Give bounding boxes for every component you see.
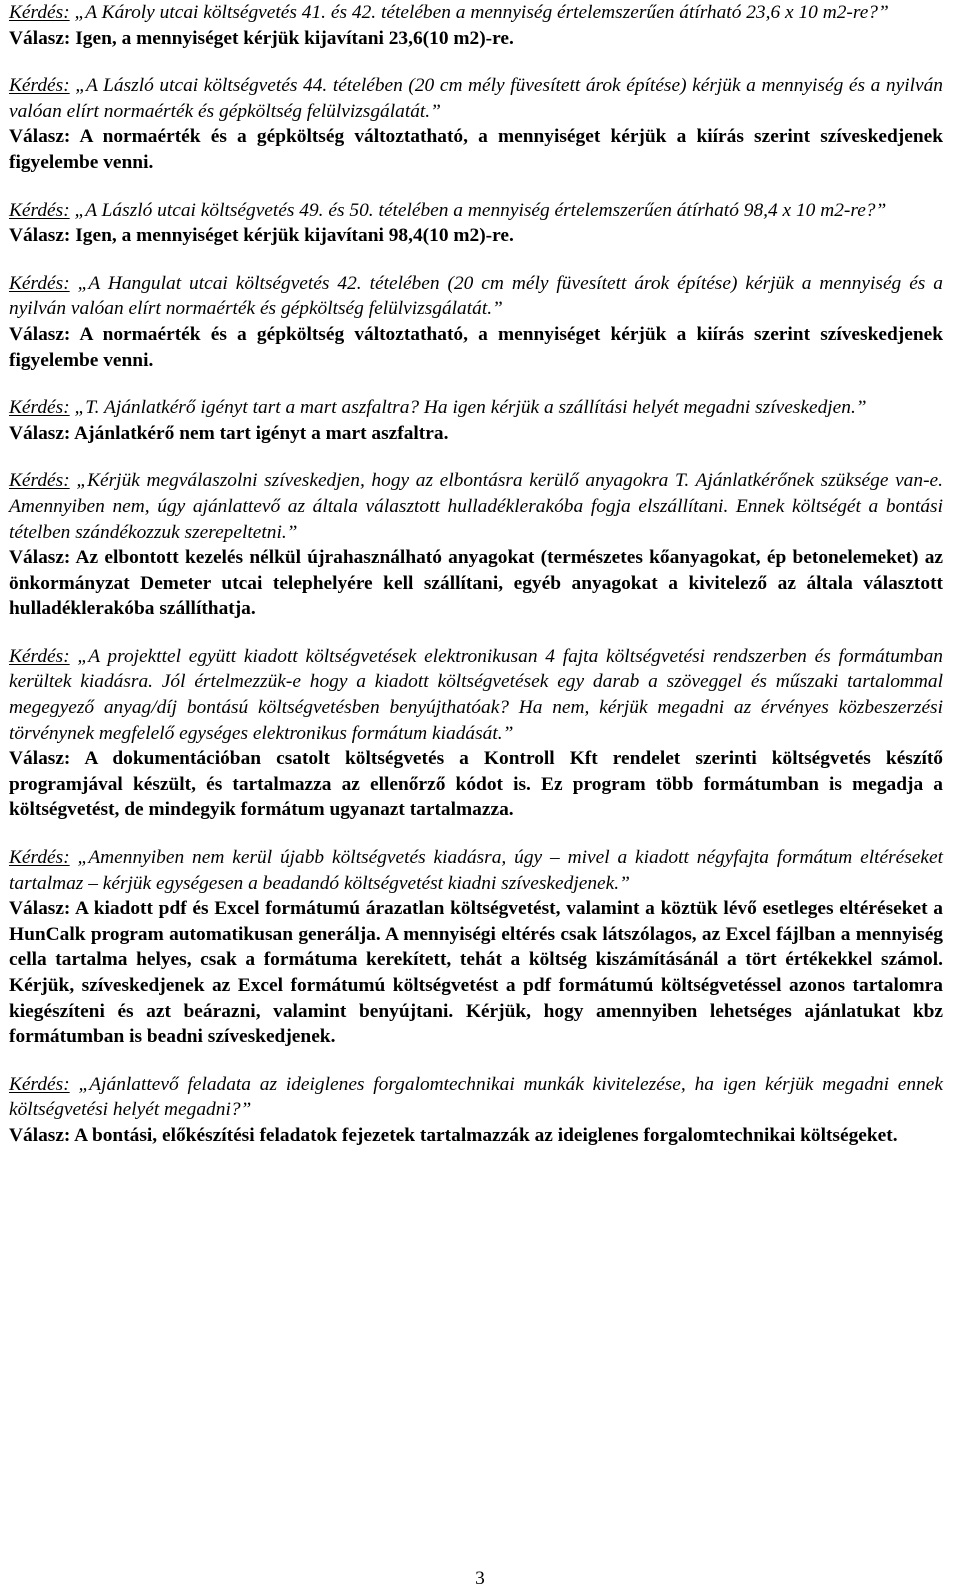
question-label: Kérdés: (9, 847, 70, 869)
answer: Válasz: A normaérték és a gépköltség változtatható, a mennyiséget kérjük a kiírás szerint szíveskedjenek figyelembe venni. (9, 126, 943, 173)
question (9, 1072, 943, 1123)
qa-block (9, 395, 943, 446)
question (9, 73, 943, 124)
question-text: „A László utcai költségvetés 49. és 50. tételében a mennyiség értelemszerűen átírható 98,4 x 10 m2-re?” (69, 199, 887, 221)
qa-block (9, 468, 943, 622)
question-text: „A Hangulat utcai költségvetés 42. tételében (20 cm mély füvesített árok építése) kérjük a mennyiség és a nyilván valóan elírt normaérték és gépköltség felülvizsgálatát.” (9, 272, 943, 320)
question (9, 845, 943, 896)
qa-block (9, 0, 943, 51)
question-label: Kérdés: (9, 272, 70, 294)
question-label: Kérdés: (9, 470, 70, 492)
question-text: „A projekttel együtt kiadott költségvetések elektronikusan 4 fajta költségvetési rendszerben és formátumban kerültek kiadásra. Jól értelmezzük-e hogy a kiadott költségvetések egy darab a szöveggel és műszaki tartalommal megegyező anyag/díj bontású költségvetésben benyújthatóak? Ha nem, kérjük megadni az érvényes közbeszerzési törvénynek megfelelő egységes elektronikus formátum kiadását.” (9, 645, 943, 744)
question-label: Kérdés: (9, 2, 70, 23)
document-page (9, 0, 943, 1171)
question-text: „A László utcai költségvetés 44. tételében (20 cm mély füvesített árok építése) kérjük a mennyiség és a nyilván valóan elírt normaérték és gépköltség felülvizsgálatát.” (9, 75, 943, 122)
question (9, 468, 943, 545)
answer: Válasz: Igen, a mennyiséget kérjük kijavítani 98,4(10 m2)-re. (9, 225, 514, 247)
answer: Válasz: A kiadott pdf és Excel formátumú árazatlan költségvetést, valamint a köztük lévő esetleges eltéréseket a HunCalk program automatikusan generálja. A mennyiségi eltérés csak látszólagos, az Excel fájlban a mennyiség cella tartalma helyes, csak a formátuma kerekített, tehát a költség kiszámításánál a tört értékekkel számol. Kérjük, szíveskedjenek az Excel formátumú költségvetést a pdf formátumú költségvetéssel azonos tartalomra kiegészíteni és azt beárazni, valamint benyújtani. Kérjük, hogy amennyiben lehetséges ajánlatukat kbz formátumban is beadni szíveskedjenek. (9, 898, 943, 1048)
question (9, 271, 943, 322)
question-text: „Amennyiben nem kerül újabb költségvetés kiadásra, úgy – mivel a kiadott négyfajta formátum eltéréseket tartalmaz – kérjük egységesen a beadandó költségvetést kiadni szíveskedjenek.” (9, 847, 943, 894)
question-text: „Ajánlattevő feladata az ideiglenes forgalomtechnikai munkák kivitelezése, ha igen kérjük megadni ennek költségvetési helyét megadni?” (9, 1073, 943, 1121)
question (9, 198, 943, 224)
question-text: „A Károly utcai költségvetés 41. és 42. tételében a mennyiség értelemszerűen átírható 23,6 x 10 m2-re?” (69, 2, 889, 23)
question-label: Kérdés: (9, 75, 70, 97)
question-label: Kérdés: (9, 397, 70, 419)
question (9, 395, 943, 421)
qa-block (9, 1072, 943, 1149)
qa-block (9, 845, 943, 1050)
question-label: Kérdés: (9, 199, 70, 221)
page-number: 3 (475, 1568, 485, 1589)
question-text: „Kérjük megválaszolni szíveskedjen, hogy az elbontásra kerülő anyagokra T. Ajánlatkérőnek szüksége van-e. Amennyiben nem, úgy ajánlattevő az általa választott hulladéklerakóba fogja elszállítani. Ennek költségét a bontási tételben szándékozzuk szerepeltetni.” (9, 470, 943, 543)
question-label: Kérdés: (9, 645, 70, 667)
qa-block (9, 198, 943, 249)
answer: Válasz: Ajánlatkérő nem tart igényt a mart aszfaltra. (9, 422, 449, 444)
answer: Válasz: A bontási, előkészítési feladatok fejezetek tartalmazzák az ideiglenes forgalomtechnikai költségeket. (9, 1124, 898, 1146)
answer: Válasz: A normaérték és a gépköltség változtatható, a mennyiséget kérjük a kiírás szerint szíveskedjenek figyelembe venni. (9, 323, 943, 371)
answer: Válasz: Az elbontott kezelés nélkül újrahasználható anyagokat (természetes kőanyagokat, ép betonelemeket) az önkormányzat Demeter utcai telephelyére kell szállítani, egyéb anyagokat a kivitelező az általa választott hulladéklerakóba szállíthatja. (9, 547, 943, 620)
question (9, 644, 943, 746)
answer: Válasz: A dokumentációban csatolt költségvetés a Kontroll Kft rendelet szerinti költségvetés készítő programjával készült, és tartalmazza az ellenőrző kódot is. Ez program több formátumban is megadja a költségvetést, de mindegyik formátum ugyanazt tartalmazza. (9, 748, 943, 821)
question-text: „T. Ajánlatkérő igényt tart a mart aszfaltra? Ha igen kérjük a szállítási helyét megadni szíveskedjen.” (69, 397, 867, 419)
qa-block (9, 73, 943, 175)
answer: Válasz: Igen, a mennyiséget kérjük kijavítani 23,6(10 m2)-re. (9, 27, 514, 49)
qa-block (9, 644, 943, 823)
question (9, 0, 943, 26)
question-label: Kérdés: (9, 1073, 70, 1095)
qa-block (9, 271, 943, 373)
